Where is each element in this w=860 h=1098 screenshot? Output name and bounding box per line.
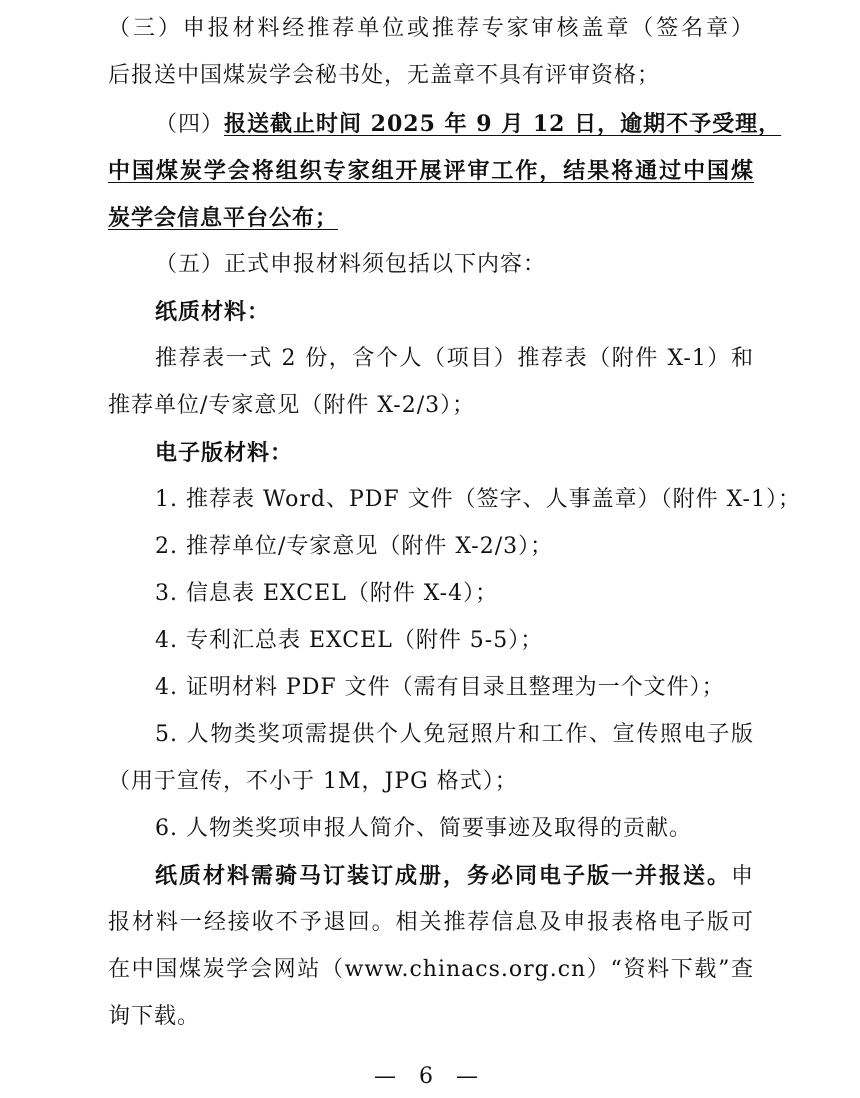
paragraph-text: 申 xyxy=(730,864,754,889)
page-number: — 6 — xyxy=(374,1064,486,1089)
emphasis-text: 纸质材料需骑马订装订成册，务必同电子版一并报送。 xyxy=(155,863,731,889)
paragraph-line: 在中国煤炭学会网站（www.chinacs.org.cn）“资料下载”查 xyxy=(108,957,754,982)
deadline-text: 中国煤炭学会将组织专家组开展评审工作，结果将通过中国煤 xyxy=(108,158,754,184)
list-item: （用于宣传，不小于 1M，JPG 格式）； xyxy=(108,769,518,794)
section-heading: 纸质材料： xyxy=(155,299,271,325)
list-item: 6. 人物类奖项申报人简介、简要事迹及取得的贡献。 xyxy=(155,816,692,841)
list-item: 2. 推荐单位/专家意见（附件 X-2/3）； xyxy=(155,534,554,559)
paragraph-line: 推荐单位/专家意见（附件 X-2/3）； xyxy=(108,393,476,418)
deadline-text: 炭学会信息平台公布； xyxy=(108,205,339,231)
paragraph-line: 后报送中国煤炭学会秘书处，无盖章不具有评审资格； xyxy=(108,63,661,88)
paragraph-line: 报材料一经接收不予退回。相关推荐信息及申报表格电子版可 xyxy=(108,910,754,935)
list-item: 4. 专利汇总表 EXCEL（附件 5-5）； xyxy=(155,628,544,653)
paragraph-number: （四） xyxy=(155,112,225,137)
paragraph-line: （三）申报材料经推荐单位或推荐专家审核盖章（签名章） xyxy=(108,16,754,41)
paragraph-line xyxy=(155,862,754,891)
list-item: 1. 推荐表 Word、PDF 文件（签字、人事盖章）（附件 X-1）； xyxy=(155,487,801,512)
paragraph-line: （五）正式申报材料须包括以下内容： xyxy=(155,252,547,277)
section-heading: 电子版材料： xyxy=(155,440,294,466)
list-item: 4. 证明材料 PDF 文件（需有目录且整理为一个文件）； xyxy=(155,675,725,700)
paragraph-line xyxy=(155,110,782,139)
list-item: 5. 人物类奖项需提供个人免冠照片和工作、宣传照电子版 xyxy=(155,722,754,747)
paragraph-line: 推荐表一式 2 份，含个人（项目）推荐表（附件 X-1）和 xyxy=(155,346,754,371)
deadline-text: 报送截止时间 2025 年 9 月 12 日，逾期不予受理， xyxy=(224,111,782,137)
list-item: 3. 信息表 EXCEL（附件 X-4）； xyxy=(155,581,499,606)
paragraph-line: 询下载。 xyxy=(108,1004,201,1029)
